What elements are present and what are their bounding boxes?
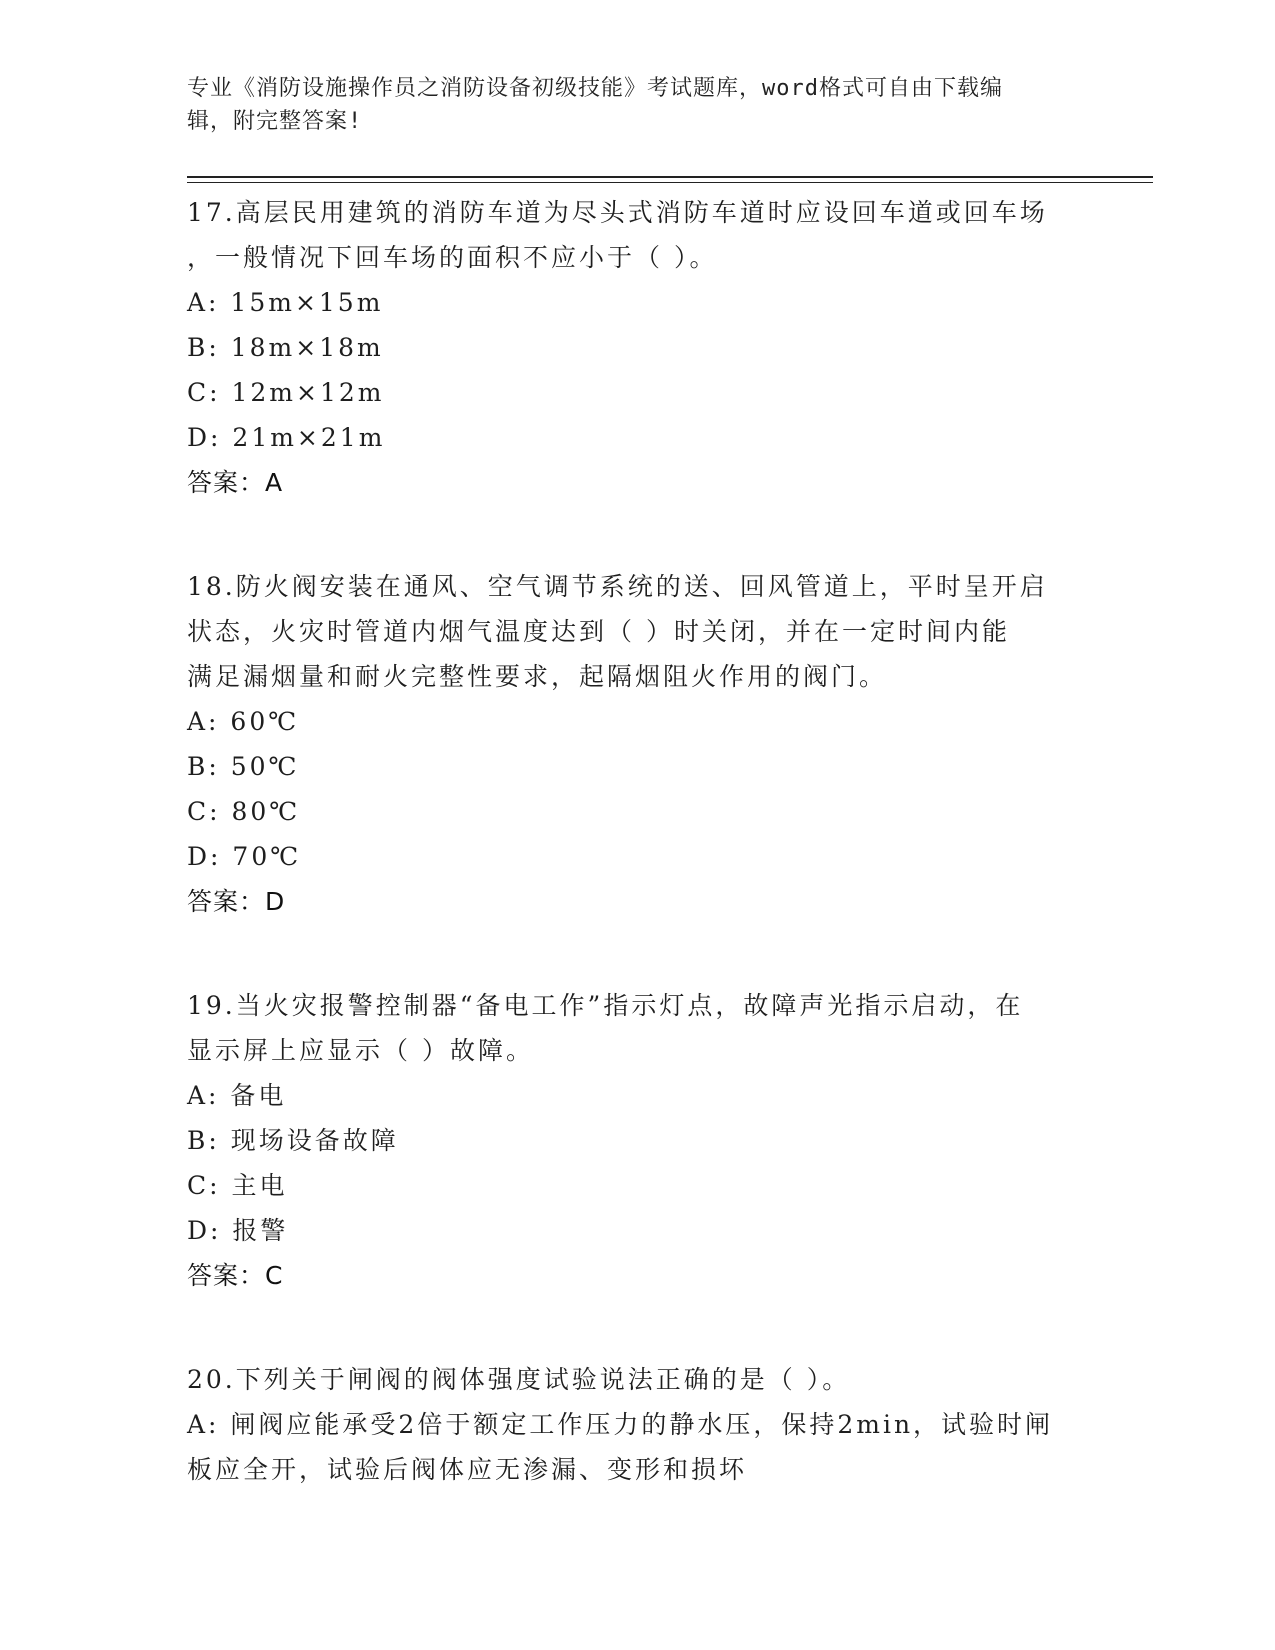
header-rule-thin: [187, 182, 1153, 183]
option-a: A: 闸阀应能承受2倍于额定工作压力的静水压，保持2min，试验时闸: [187, 1410, 1054, 1439]
header-rule-thick: [187, 176, 1153, 178]
option-a-continued: 板应全开，试验后阀体应无渗漏、变形和损坏: [187, 1455, 748, 1484]
question-stem-line: 17.高层民用建筑的消防车道为尽头式消防车道时应设回车道或回车场: [187, 198, 1048, 227]
document-header: [187, 72, 1067, 138]
option-c: C: 12m×12m: [187, 378, 385, 407]
question-stem-line: 20.下列关于闸阀的阀体强度试验说法正确的是（ ）。: [187, 1365, 851, 1394]
option-c: C: 80℃: [187, 797, 301, 826]
question-19: [187, 983, 1087, 1299]
question-stem-line: 18.防火阀安装在通风、空气调节系统的送、回风管道上，平时呈开启: [187, 572, 1048, 601]
option-c: C: 主电: [187, 1171, 288, 1200]
option-b: B: 50℃: [187, 752, 300, 781]
option-b: B: 18m×18m: [187, 333, 384, 362]
option-a: A: 60℃: [187, 707, 300, 736]
option-d: D: 报警: [187, 1216, 289, 1245]
question-stem-line: 19.当火灾报警控制器“备电工作”指示灯点，故障声光指示启动，在: [187, 991, 1024, 1020]
option-a: A: 备电: [187, 1081, 287, 1110]
question-18: [187, 564, 1087, 925]
question-list: [187, 190, 1087, 1550]
answer: 答案：D: [187, 887, 286, 916]
question-stem-line: 状态，火灾时管道内烟气温度达到（ ）时关闭，并在一定时间内能: [187, 617, 1010, 646]
option-d: D: 21m×21m: [187, 423, 386, 452]
question-17: [187, 190, 1087, 506]
answer: 答案：C: [187, 1261, 284, 1290]
question-stem-line: ，一般情况下回车场的面积不应小于（ ）。: [187, 243, 718, 272]
question-20: [187, 1357, 1087, 1492]
question-stem-line: 显示屏上应显示（ ）故障。: [187, 1036, 534, 1065]
option-a: A: 15m×15m: [187, 288, 384, 317]
header-line-2: 辑，附完整答案!: [187, 109, 363, 134]
option-b: B: 现场设备故障: [187, 1126, 399, 1155]
option-d: D: 70℃: [187, 842, 302, 871]
answer: 答案：A: [187, 468, 284, 497]
question-stem-line: 满足漏烟量和耐火完整性要求，起隔烟阻火作用的阀门。: [187, 662, 888, 691]
header-line-1: 专业《消防设施操作员之消防设备初级技能》考试题库，word格式可自由下载编: [187, 76, 1003, 101]
